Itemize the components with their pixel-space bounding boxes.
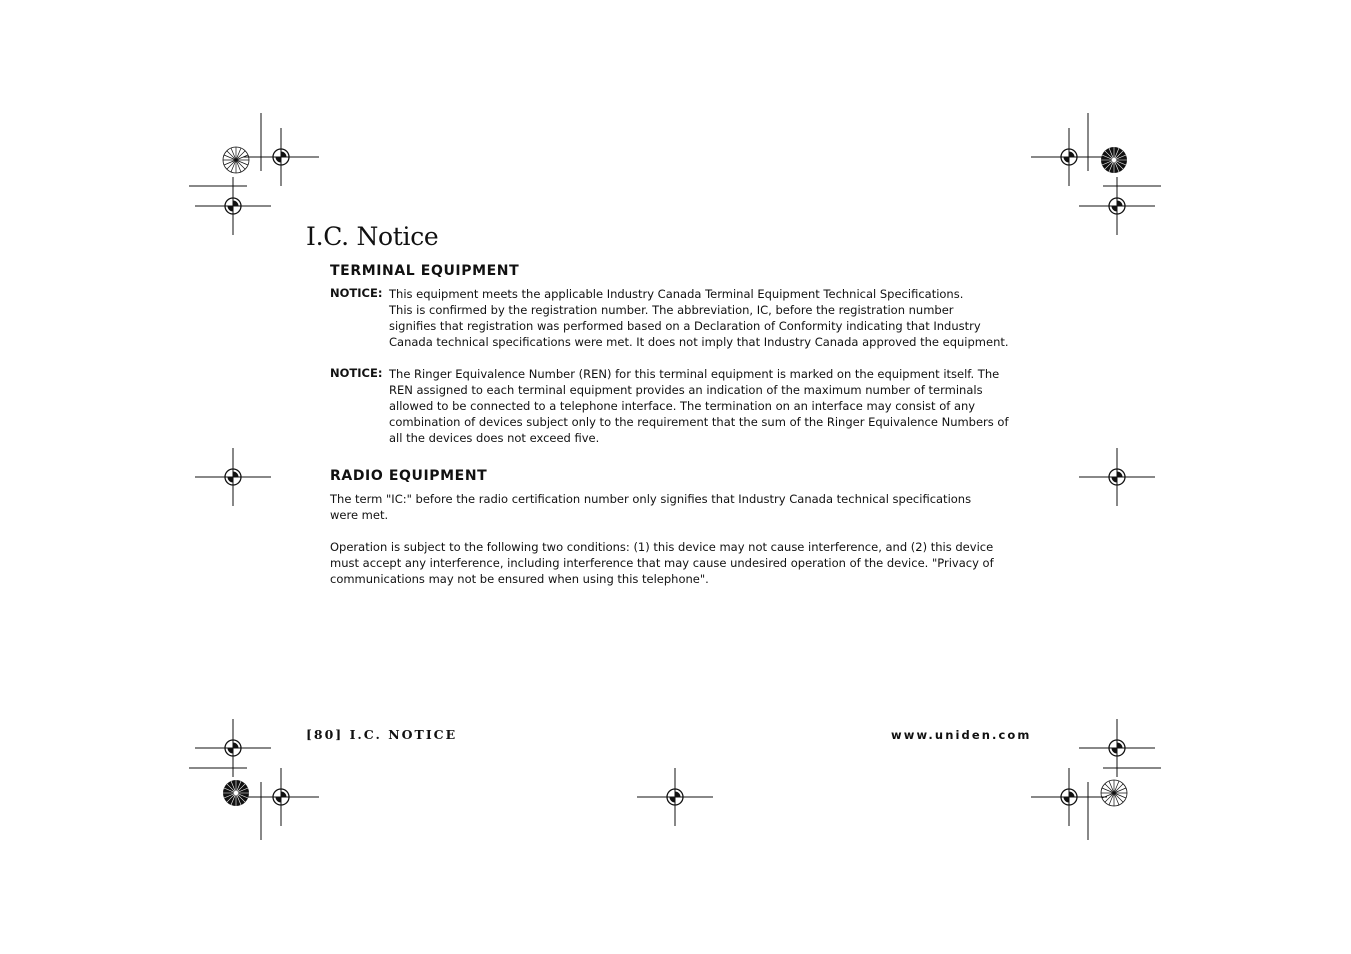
crosshair-circle-icon bbox=[243, 128, 319, 186]
footer-page-label: [80] I.C. NOTICE bbox=[306, 727, 458, 742]
radio-paragraph-2 bbox=[330, 539, 994, 587]
terminal-equipment-heading: TERMINAL EQUIPMENT bbox=[330, 263, 520, 279]
radio-equipment-heading: RADIO EQUIPMENT bbox=[330, 468, 488, 484]
text-line: all the devices does not exceed five. bbox=[389, 431, 600, 445]
text-line: REN assigned to each terminal equipment provides an indication of the maximum number of terminals bbox=[389, 383, 983, 397]
starburst-icon bbox=[223, 780, 249, 806]
text-line: allowed to be connected to a telephone interface. The termination on an interface may consist of any bbox=[389, 399, 976, 413]
notice-text-1 bbox=[389, 286, 1009, 350]
crosshair-circle-icon bbox=[195, 448, 271, 506]
crosshair-circle-icon bbox=[1031, 768, 1107, 826]
crosshair-circle-icon bbox=[1079, 448, 1155, 506]
text-line: Operation is subject to the following two conditions: (1) this device may not cause interference, and (2) this device bbox=[330, 540, 994, 554]
page-title: I.C. Notice bbox=[306, 222, 439, 251]
notice-label-1: NOTICE: bbox=[330, 286, 383, 300]
crosshair-circle-icon bbox=[637, 768, 713, 826]
text-line: This equipment meets the applicable Industry Canada Terminal Equipment Technical Specifications. bbox=[389, 287, 964, 301]
crosshair-circle-icon bbox=[243, 768, 319, 826]
text-line: Canada technical specifications were met. It does not imply that Industry Canada approved the equipment. bbox=[389, 335, 1009, 349]
text-line: This is confirmed by the registration number. The abbreviation, IC, before the registration number bbox=[389, 303, 954, 317]
starburst-icon bbox=[1101, 780, 1127, 806]
text-line: The Ringer Equivalence Number (REN) for this terminal equipment is marked on the equipment itself. The bbox=[389, 367, 1000, 381]
notice-text-2 bbox=[389, 366, 1009, 446]
text-line: combination of devices subject only to the requirement that the sum of the Ringer Equivalence Numbers of bbox=[389, 415, 1009, 429]
crosshair-circle-icon bbox=[1031, 128, 1107, 186]
text-line: signifies that registration was performed based on a Declaration of Conformity indicating that Industry bbox=[389, 319, 981, 333]
footer-website: www.uniden.com bbox=[891, 728, 1032, 742]
text-line: communications may not be ensured when using this telephone". bbox=[330, 572, 709, 586]
starburst-icon bbox=[1101, 147, 1127, 173]
radio-paragraph-1 bbox=[330, 491, 971, 523]
text-line: The term "IC:" before the radio certification number only signifies that Industry Canada technical specifications bbox=[330, 492, 972, 506]
starburst-icon bbox=[223, 147, 249, 173]
text-line: must accept any interference, including interference that may cause undesired operation of the device. "Privacy of bbox=[330, 556, 994, 570]
text-line: were met. bbox=[330, 508, 389, 522]
notice-label-2: NOTICE: bbox=[330, 366, 383, 380]
